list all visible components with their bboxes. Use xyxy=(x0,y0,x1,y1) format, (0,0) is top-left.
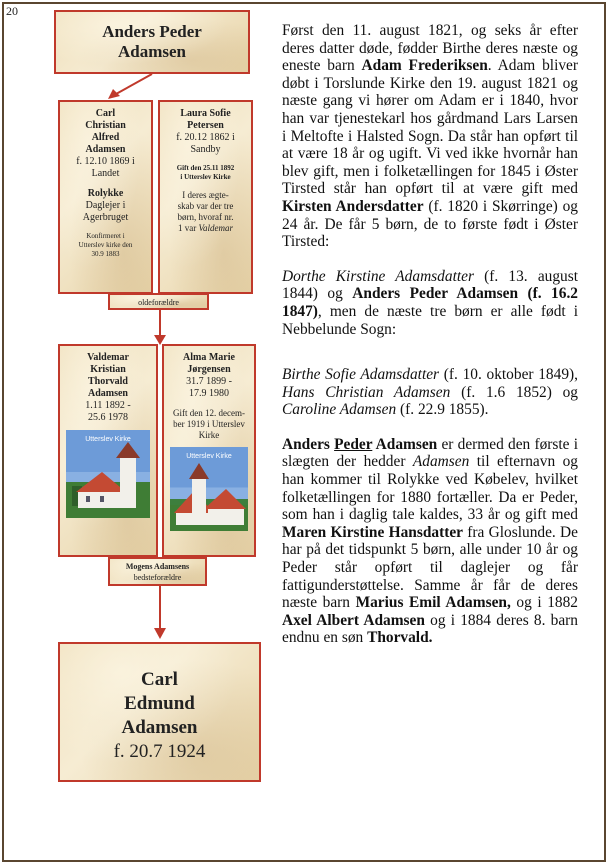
p4-text-4: og i 1882 xyxy=(510,594,578,612)
tree-box-carl-edmund xyxy=(58,642,261,782)
p2-anders-peder: Anders Peder Adamsen (f. 16.2 1847) xyxy=(282,285,578,320)
grandfather-dates-1: 1.11 1892 - xyxy=(85,400,131,411)
paragraph-1 xyxy=(282,22,578,251)
tree-box-anders-peder xyxy=(54,10,250,74)
p4-text-3: fra Gloslunde. De har på det tidspunkt 5 børn, alle under 10 år og Peder står opført til daglejer og får fattigunderstøttelse. Samme år får de deres næste barn xyxy=(282,523,579,612)
label-oldeforaeldre: oldeforældre xyxy=(108,293,209,310)
p3-hans-christian: Hans Christian Adamsen xyxy=(282,383,451,401)
p4-text-1: er dermed den første i slægten der hedder xyxy=(282,435,578,471)
p3-text-3: (f. 22.9 1855). xyxy=(396,401,489,419)
p4-anders: Anders xyxy=(282,435,335,453)
tree-box-valdemar xyxy=(58,344,158,557)
tree-box-anders-name-1: Anders Peder xyxy=(102,22,202,41)
bottom-name-1: Carl xyxy=(141,669,178,690)
father-birth: f. 12.10 1869 i xyxy=(76,156,135,167)
p4-axel-albert: Axel Albert Adamsen xyxy=(282,611,425,629)
p1-kirsten-andersdatter: Kirsten Andersdatter xyxy=(282,197,424,215)
father-name-3: Alfred xyxy=(91,132,120,143)
bottom-name-2: Edmund xyxy=(124,693,195,714)
tree-box-alma-marie xyxy=(162,344,256,557)
father-place: Rolykke xyxy=(87,188,124,199)
mother-children-4 xyxy=(160,223,251,234)
p4-maren-kirstine: Maren Kirstine Hansdatter xyxy=(282,523,463,541)
mother-birth: f. 20.12 1862 i xyxy=(176,132,235,143)
p4-adamsen: Adamsen xyxy=(372,435,438,453)
paragraph-3 xyxy=(282,366,578,419)
p4-adamsen-italic: Adamsen xyxy=(412,453,470,471)
grandfather-dates-2: 25.6 1978 xyxy=(88,412,128,423)
grandfather-name-4: Adamsen xyxy=(87,388,128,399)
father-confirmation-1: Konfirmeret i xyxy=(86,232,125,240)
p4-thorvald: Thorvald. xyxy=(367,629,433,647)
p1-text-1: Først den 11. august 1821, og seks år efter deres datter døde, fødder Birthe deres næste og eneste barn xyxy=(282,22,578,75)
p1-adam-frederiksen: Adam Frederiksen xyxy=(361,57,488,75)
p3-birthe: Birthe Sofie Adamsdatter xyxy=(282,366,440,384)
grandmother-married-3: Kirke xyxy=(198,430,220,440)
father-confirmation-3: 30.9 1883 xyxy=(91,250,120,258)
page-number: 20 xyxy=(6,4,18,18)
mother-children-1: I deres ægte- xyxy=(182,190,229,200)
tree-box-anders-name-2: Adamsen xyxy=(117,42,186,61)
father-name-1: Carl xyxy=(95,108,116,119)
mother-birth-place: Sandby xyxy=(190,144,221,155)
p2-dorthe: Dorthe Kirstine Adamsdatter xyxy=(282,267,474,285)
grandfather-name-1: Valdemar xyxy=(87,352,129,363)
label-bedsteforaeldre-2: bedsteforældre xyxy=(133,573,182,582)
mother-name-2: Petersen xyxy=(187,120,224,131)
church-photo-right-label: Utterslev Kirke xyxy=(186,453,232,460)
grandmother-dates-1: 31.7 1899 - xyxy=(186,376,232,387)
p3-caroline: Caroline Adamsen xyxy=(282,401,397,419)
grandfather-name-2: Kristian xyxy=(90,364,126,375)
arrow-generation-3 xyxy=(150,586,170,642)
grandfather-name-3: Thorvald xyxy=(87,376,128,387)
father-name-4: Adamsen xyxy=(85,144,126,155)
father-birth-place: Landet xyxy=(91,168,120,179)
arrow-generation-2 xyxy=(150,309,170,347)
grandmother-married-2: ber 1919 i Utterslev xyxy=(173,419,245,429)
mother-children-2: skab var der tre xyxy=(177,201,234,211)
p4-peder-underlined: Peder xyxy=(334,435,373,453)
church-photo-left xyxy=(66,430,150,518)
p1-text-2: . Adam bliver døbt i Torslunde Kirke den 19. august 1821 og næste gang vi hører om Adam er i 1840, hvor han var tjenestekarl hos gårdmand Lars Larsen i Meltofte i Halsted Sogn. Da står han opført til at være 18 år og ugift. Vi ved ikke hvornår han blev gift, men i folketællingen for 1845 i Øster Tirsted står han opført til at være gift med xyxy=(282,57,578,198)
p4-text-5: og i 1884 deres 8. barn endnu en søn xyxy=(282,611,578,647)
mother-children-3: børn, hvoraf nr. xyxy=(177,212,234,222)
grandmother-name-2: Jørgensen xyxy=(187,364,231,375)
mother-children-4-name: Valdemar xyxy=(198,223,233,233)
church-photo-right xyxy=(170,447,248,531)
mother-married-1: Gift den 25.11 1892 xyxy=(176,164,235,172)
body-text xyxy=(282,22,578,664)
father-name-2: Christian xyxy=(85,120,126,131)
tree-box-carl-christian xyxy=(58,100,153,294)
father-occupation-1: Daglejer i xyxy=(85,200,126,211)
bottom-name-3: Adamsen xyxy=(121,717,198,738)
p4-text-2: til efternavn og han kommer til Rolykke ved Købelev, hvilket folketællingen for 1880 fortæller. Da er Peder, som han i daglig tale kaldes, 33 år og gift med xyxy=(282,453,578,524)
paragraph-4 xyxy=(282,436,578,647)
church-photo-left-label: Utterslev Kirke xyxy=(85,436,131,443)
p2-text-2: , men de næste tre børn er alle født i Nebbelunde Sogn: xyxy=(282,302,578,338)
father-confirmation-2: Utterslev kirke den xyxy=(78,241,133,249)
father-occupation-2: Agerbruget xyxy=(82,212,129,223)
p4-marius-emil: Marius Emil Adamsen, xyxy=(355,594,511,612)
mother-children-4-pre: 1 var xyxy=(178,223,199,233)
mother-name-1: Laura Sofie xyxy=(180,108,231,119)
tree-box-laura-sofie xyxy=(158,100,253,294)
bottom-birth: f. 20.7 1924 xyxy=(113,741,206,762)
grandmother-dates-2: 17.9 1980 xyxy=(189,388,229,399)
paragraph-2 xyxy=(282,268,578,338)
grandmother-married-1: Gift den 12. decem- xyxy=(173,408,245,418)
grandmother-name-1: Alma Marie xyxy=(183,352,235,363)
p3-text-1: (f. 10. oktober 1849), xyxy=(439,366,578,384)
p1-text-3: (f. 1820 i Skørringe) og 24 år. De får 5 børn, de to første født i Øster Tirsted: xyxy=(282,197,578,251)
p2-text-1: (f. 13. august 1844) og xyxy=(282,267,579,303)
p3-text-2: (f. 1.6 1852) og xyxy=(450,383,578,401)
label-bedsteforaeldre-1: Mogens Adamsens xyxy=(125,562,190,571)
label-bedsteforaeldre xyxy=(108,557,207,586)
mother-married-2: i Utterslev Kirke xyxy=(180,173,231,181)
arrow-top-to-father xyxy=(100,72,160,102)
